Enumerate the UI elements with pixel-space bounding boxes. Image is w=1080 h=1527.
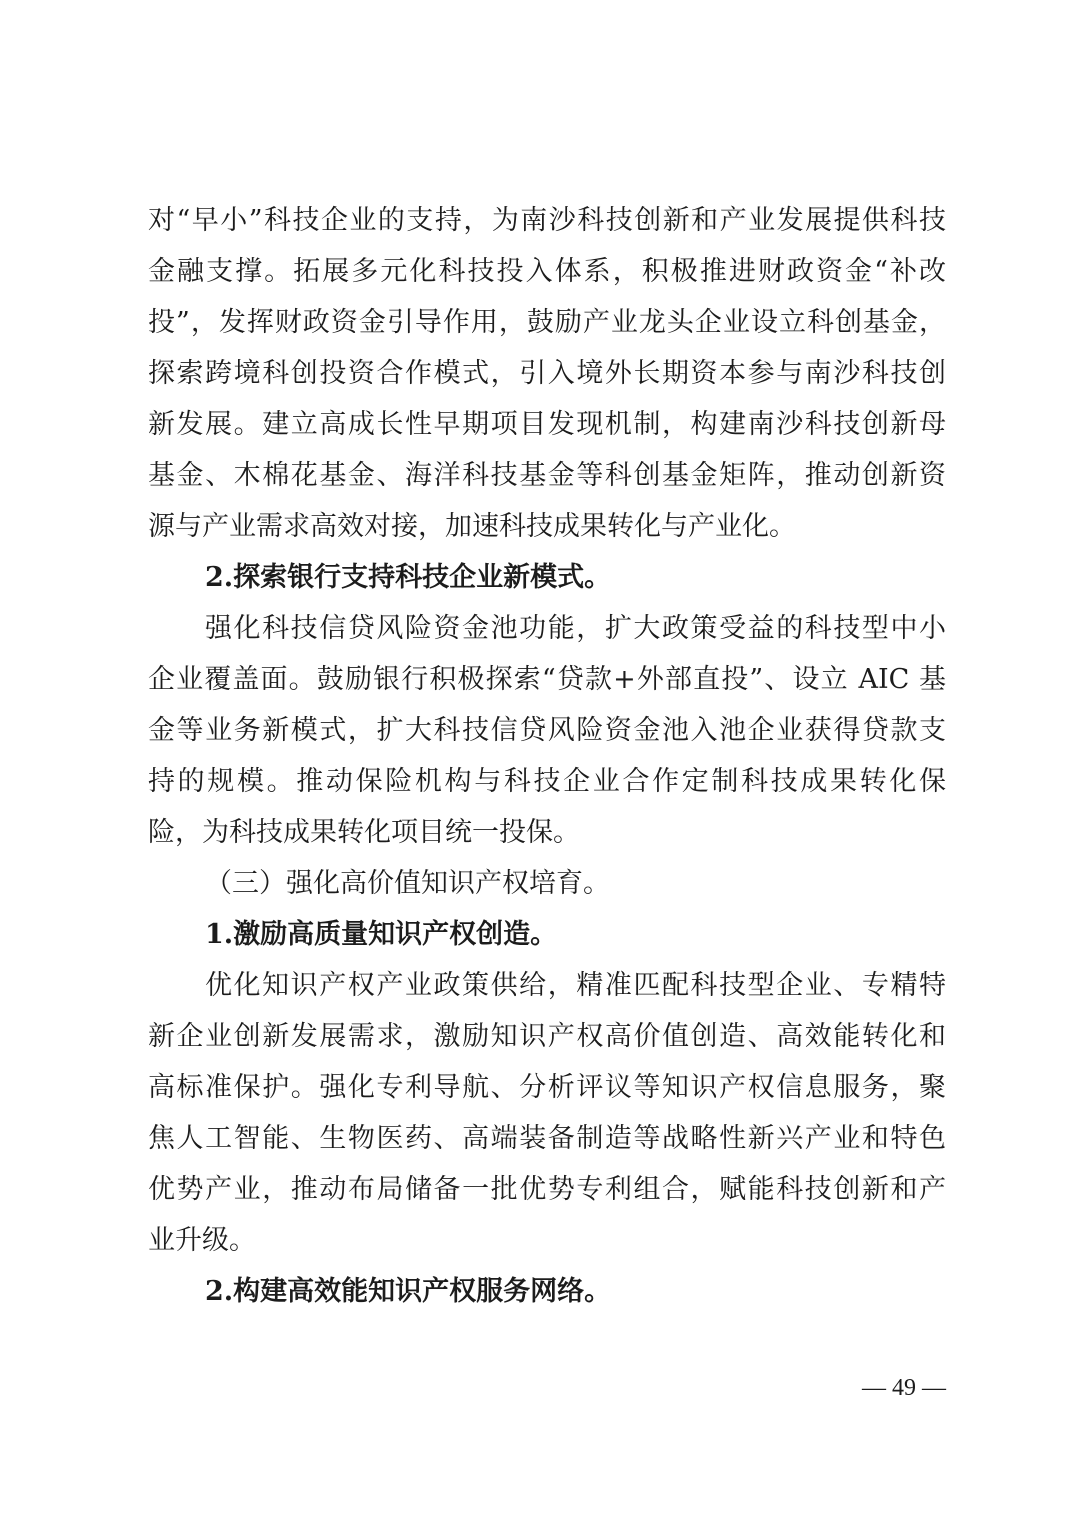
text-line: 探索跨境科创投资合作模式，引入境外长期资本参与南沙科技创 <box>148 358 946 389</box>
body-text <box>148 195 946 1317</box>
text-line: 持的规模。推动保险机构与科技企业合作定制科技成果转化保 <box>148 766 946 797</box>
subheading-ip-creation: 1.激励高质量知识产权创造。 <box>205 919 558 950</box>
text-line: 对“早小”科技企业的支持，为南沙科技创新和产业发展提供科技 <box>148 205 946 236</box>
text-line: 基金、木棉花基金、海洋科技基金等科创基金矩阵，推动创新资 <box>148 460 946 491</box>
text-line: 强化科技信贷风险资金池功能，扩大政策受益的科技型中小 <box>205 613 946 644</box>
paragraph-continued <box>148 195 946 552</box>
text-line: 优势产业，推动布局储备一批优势专利组合，赋能科技创新和产 <box>148 1174 946 1205</box>
paragraph-bank <box>148 603 946 858</box>
text-line: 金等业务新模式，扩大科技信贷风险资金池入池企业获得贷款支 <box>148 715 946 746</box>
section-heading-three: （三）强化高价值知识产权培育。 <box>205 868 610 899</box>
text-line: 新发展。建立高成长性早期项目发现机制，构建南沙科技创新母 <box>148 409 946 440</box>
subheading-ip-service: 2.构建高效能知识产权服务网络。 <box>205 1276 612 1307</box>
text-line: 金融支撑。拓展多元化科技投入体系，积极推进财政资金“补改 <box>148 256 946 287</box>
text-line: 高标准保护。强化专利导航、分析评议等知识产权信息服务，聚 <box>148 1072 946 1103</box>
text-line: 险，为科技成果转化项目统一投保。 <box>148 817 580 848</box>
text-line: 投”，发挥财政资金引导作用，鼓励产业龙头企业设立科创基金， <box>148 307 946 338</box>
text-line: 源与产业需求高效对接，加速科技成果转化与产业化。 <box>148 511 796 542</box>
paragraph-ip <box>148 960 946 1266</box>
text-line: 业升级。 <box>148 1225 256 1256</box>
text-line: 焦人工智能、生物医药、高端装备制造等战略性新兴产业和特色 <box>148 1123 946 1154</box>
text-line: 新企业创新发展需求，激励知识产权高价值创造、高效能转化和 <box>148 1021 946 1052</box>
text-line: 企业覆盖面。鼓励银行积极探索“贷款+外部直投”、设立 AIC 基 <box>148 664 946 695</box>
text-line: 优化知识产权产业政策供给，精准匹配科技型企业、专精特 <box>205 970 946 1001</box>
subheading-bank-model: 2.探索银行支持科技企业新模式。 <box>205 562 612 593</box>
page-number: — 49 — <box>862 1375 946 1401</box>
